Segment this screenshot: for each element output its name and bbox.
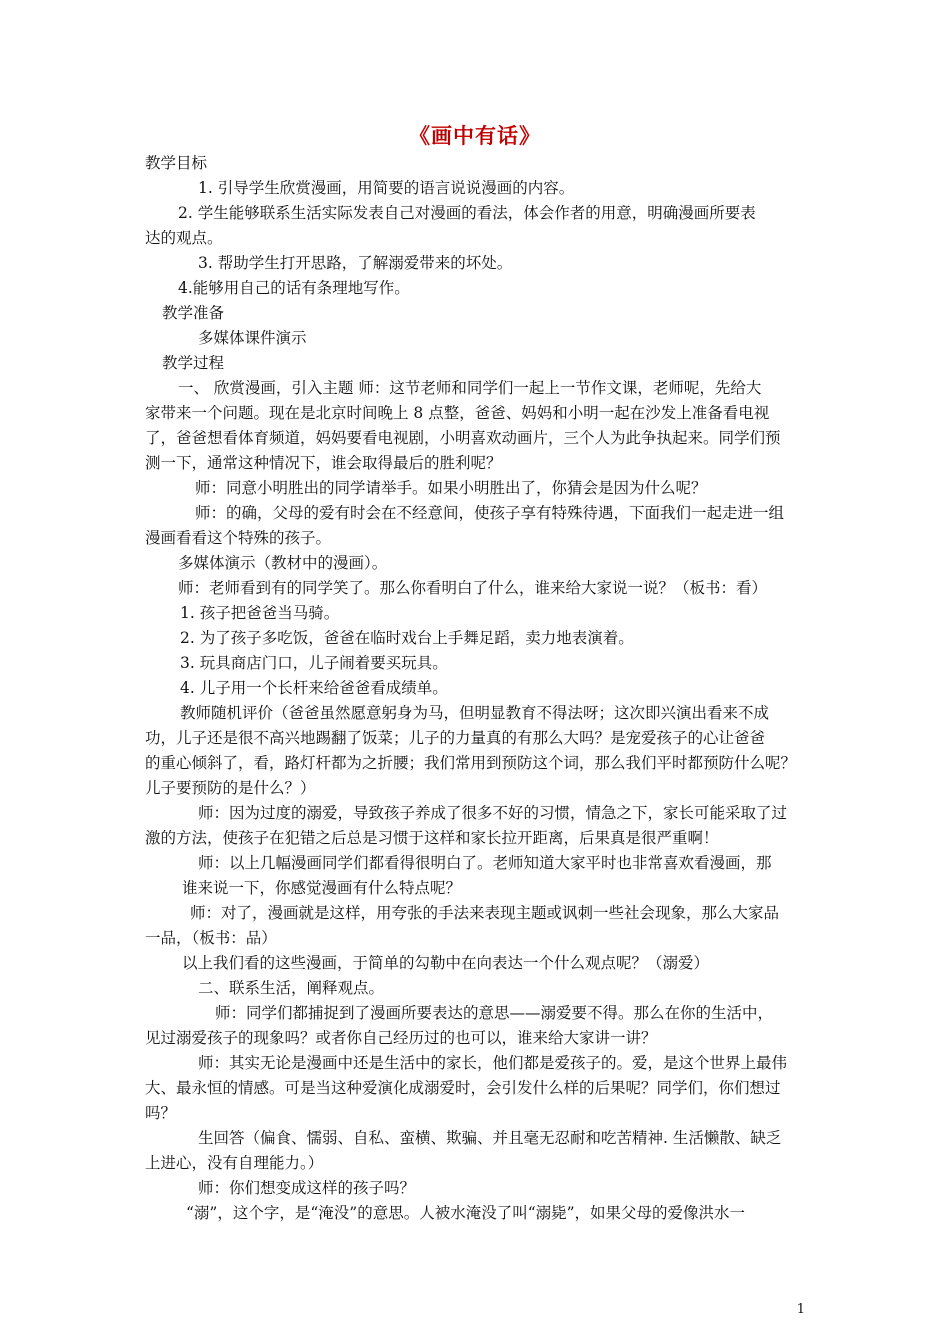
text-line: 多媒体课件演示	[198, 329, 307, 347]
text-line: 教师随机评价（爸爸虽然愿意躬身为马，但明显教育不得法呀；这次即兴演出看来不成	[180, 704, 770, 722]
text-line: 二、联系生活，阐释观点。	[198, 979, 385, 997]
text-line: 激的方法，使孩子在犯错之后总是习惯于这样和家长拉开距离，后果真是很严重啊！	[145, 829, 719, 847]
text-line: “溺”，这个字，是“淹没”的意思。人被水淹没了叫“溺毙”，如果父母的爱像洪水一	[186, 1204, 746, 1222]
text-line: 4. 儿子用一个长杆来给爸爸看成绩单。	[180, 679, 448, 697]
text-line: 2. 学生能够联系生活实际发表自己对漫画的看法，体会作者的用意，明确漫画所要表	[178, 204, 756, 222]
text-line: 教学过程	[162, 354, 225, 372]
text-line: 教学目标	[145, 154, 208, 172]
text-line: 测一下，通常这种情况下，谁会取得最后的胜利呢？	[145, 454, 502, 472]
text-line: 家带来一个问题。现在是北京时间晚上 8 点整，爸爸、妈妈和小明一起在沙发上准备看电视	[145, 404, 770, 422]
text-line: 见过溺爱孩子的现象吗？或者你自己经历过的也可以，谁来给大家讲一讲？	[145, 1029, 657, 1047]
text-line: 生回答（偏食、懦弱、自私、蛮横、欺骗、并且毫无忍耐和吃苦精神. 生活懒散、缺乏	[198, 1129, 782, 1147]
text-line: 的重心倾斜了，看，路灯杆都为之折腰；我们常用到预防这个词，那么我们平时都预防什么呢？	[145, 754, 797, 772]
text-line: 师：其实无论是漫画中还是生活中的家长，他们都是爱孩子的。爱，是这个世界上最伟	[198, 1054, 788, 1072]
text-line: 多媒体演示（教材中的漫画）。	[178, 554, 388, 572]
text-line: 吗？	[145, 1104, 177, 1122]
text-line: 儿子要预防的是什么？）	[145, 779, 316, 797]
text-line: 师：因为过度的溺爱，导致孩子养成了很多不好的习惯，情急之下，家长可能采取了过	[198, 804, 788, 822]
text-line: 2. 为了孩子多吃饭，爸爸在临时戏台上手舞足蹈，卖力地表演着。	[180, 629, 634, 647]
text-line: 师：老师看到有的同学笑了。那么你看明白了什么，谁来给大家说一说？（板书：看）	[178, 579, 768, 597]
text-line: 4.能够用自己的话有条理地写作。	[178, 279, 410, 297]
page-number: 1	[796, 1302, 805, 1317]
text-line: 师：的确，父母的爱有时会在不经意间，使孩子享有特殊待遇，下面我们一起走进一组	[195, 504, 785, 522]
document-title: 《画中有话》	[409, 123, 541, 148]
text-line: 3. 帮助学生打开思路，了解溺爱带来的坏处。	[198, 254, 513, 272]
text-line: 谁来说一下，你感觉漫画有什么特点呢？	[182, 879, 462, 897]
text-line: 3. 玩具商店门口，儿子闹着要买玩具。	[180, 654, 448, 672]
text-line: 上进心，没有自理能力。）	[145, 1154, 324, 1172]
text-line: 漫画看看这个特殊的孩子。	[145, 529, 332, 547]
text-line: 达的观点。	[145, 229, 223, 247]
text-line: 师：对了，漫画就是这样，用夸张的手法来表现主题或讽刺一些社会现象，那么大家品	[190, 904, 780, 922]
text-line: 师：同学们都捕捉到了漫画所要表达的意思——溺爱要不得。那么在你的生活中，	[215, 1004, 774, 1022]
text-line: 功，儿子还是很不高兴地踢翻了饭菜；儿子的力量真的有那么大吗？是宠爱孩子的心让爸爸	[145, 729, 766, 747]
text-line: 教学准备	[162, 304, 225, 322]
text-line: 一、 欣赏漫画，引入主题 师：这节老师和同学们一起上一节作文课，老师呢，先给大	[178, 379, 762, 397]
text-line: 师：以上几幅漫画同学们都看得很明白了。老师知道大家平时也非常喜欢看漫画，那	[198, 854, 772, 872]
text-line: 1. 引导学生欣赏漫画，用简要的语言说说漫画的内容。	[198, 179, 575, 197]
text-line: 以上我们看的这些漫画，于简单的勾勒中在向表达一个什么观点呢？（溺爱）	[182, 954, 710, 972]
text-line: 师：你们想变成这样的孩子吗？	[198, 1179, 416, 1197]
text-line: 大、最永恒的情感。可是当这种爱演化成溺爱时，会引发什么样的后果呢？同学们，你们想过	[145, 1079, 781, 1097]
text-line: 了，爸爸想看体育频道，妈妈要看电视剧，小明喜欢动画片，三个人为此争执起来。同学们预	[145, 429, 781, 447]
text-line: 1. 孩子把爸爸当马骑。	[180, 604, 340, 622]
text-line: 一品，（板书：品）	[145, 929, 277, 947]
text-line: 师：同意小明胜出的同学请举手。如果小明胜出了，你猜会是因为什么呢？	[195, 479, 707, 497]
